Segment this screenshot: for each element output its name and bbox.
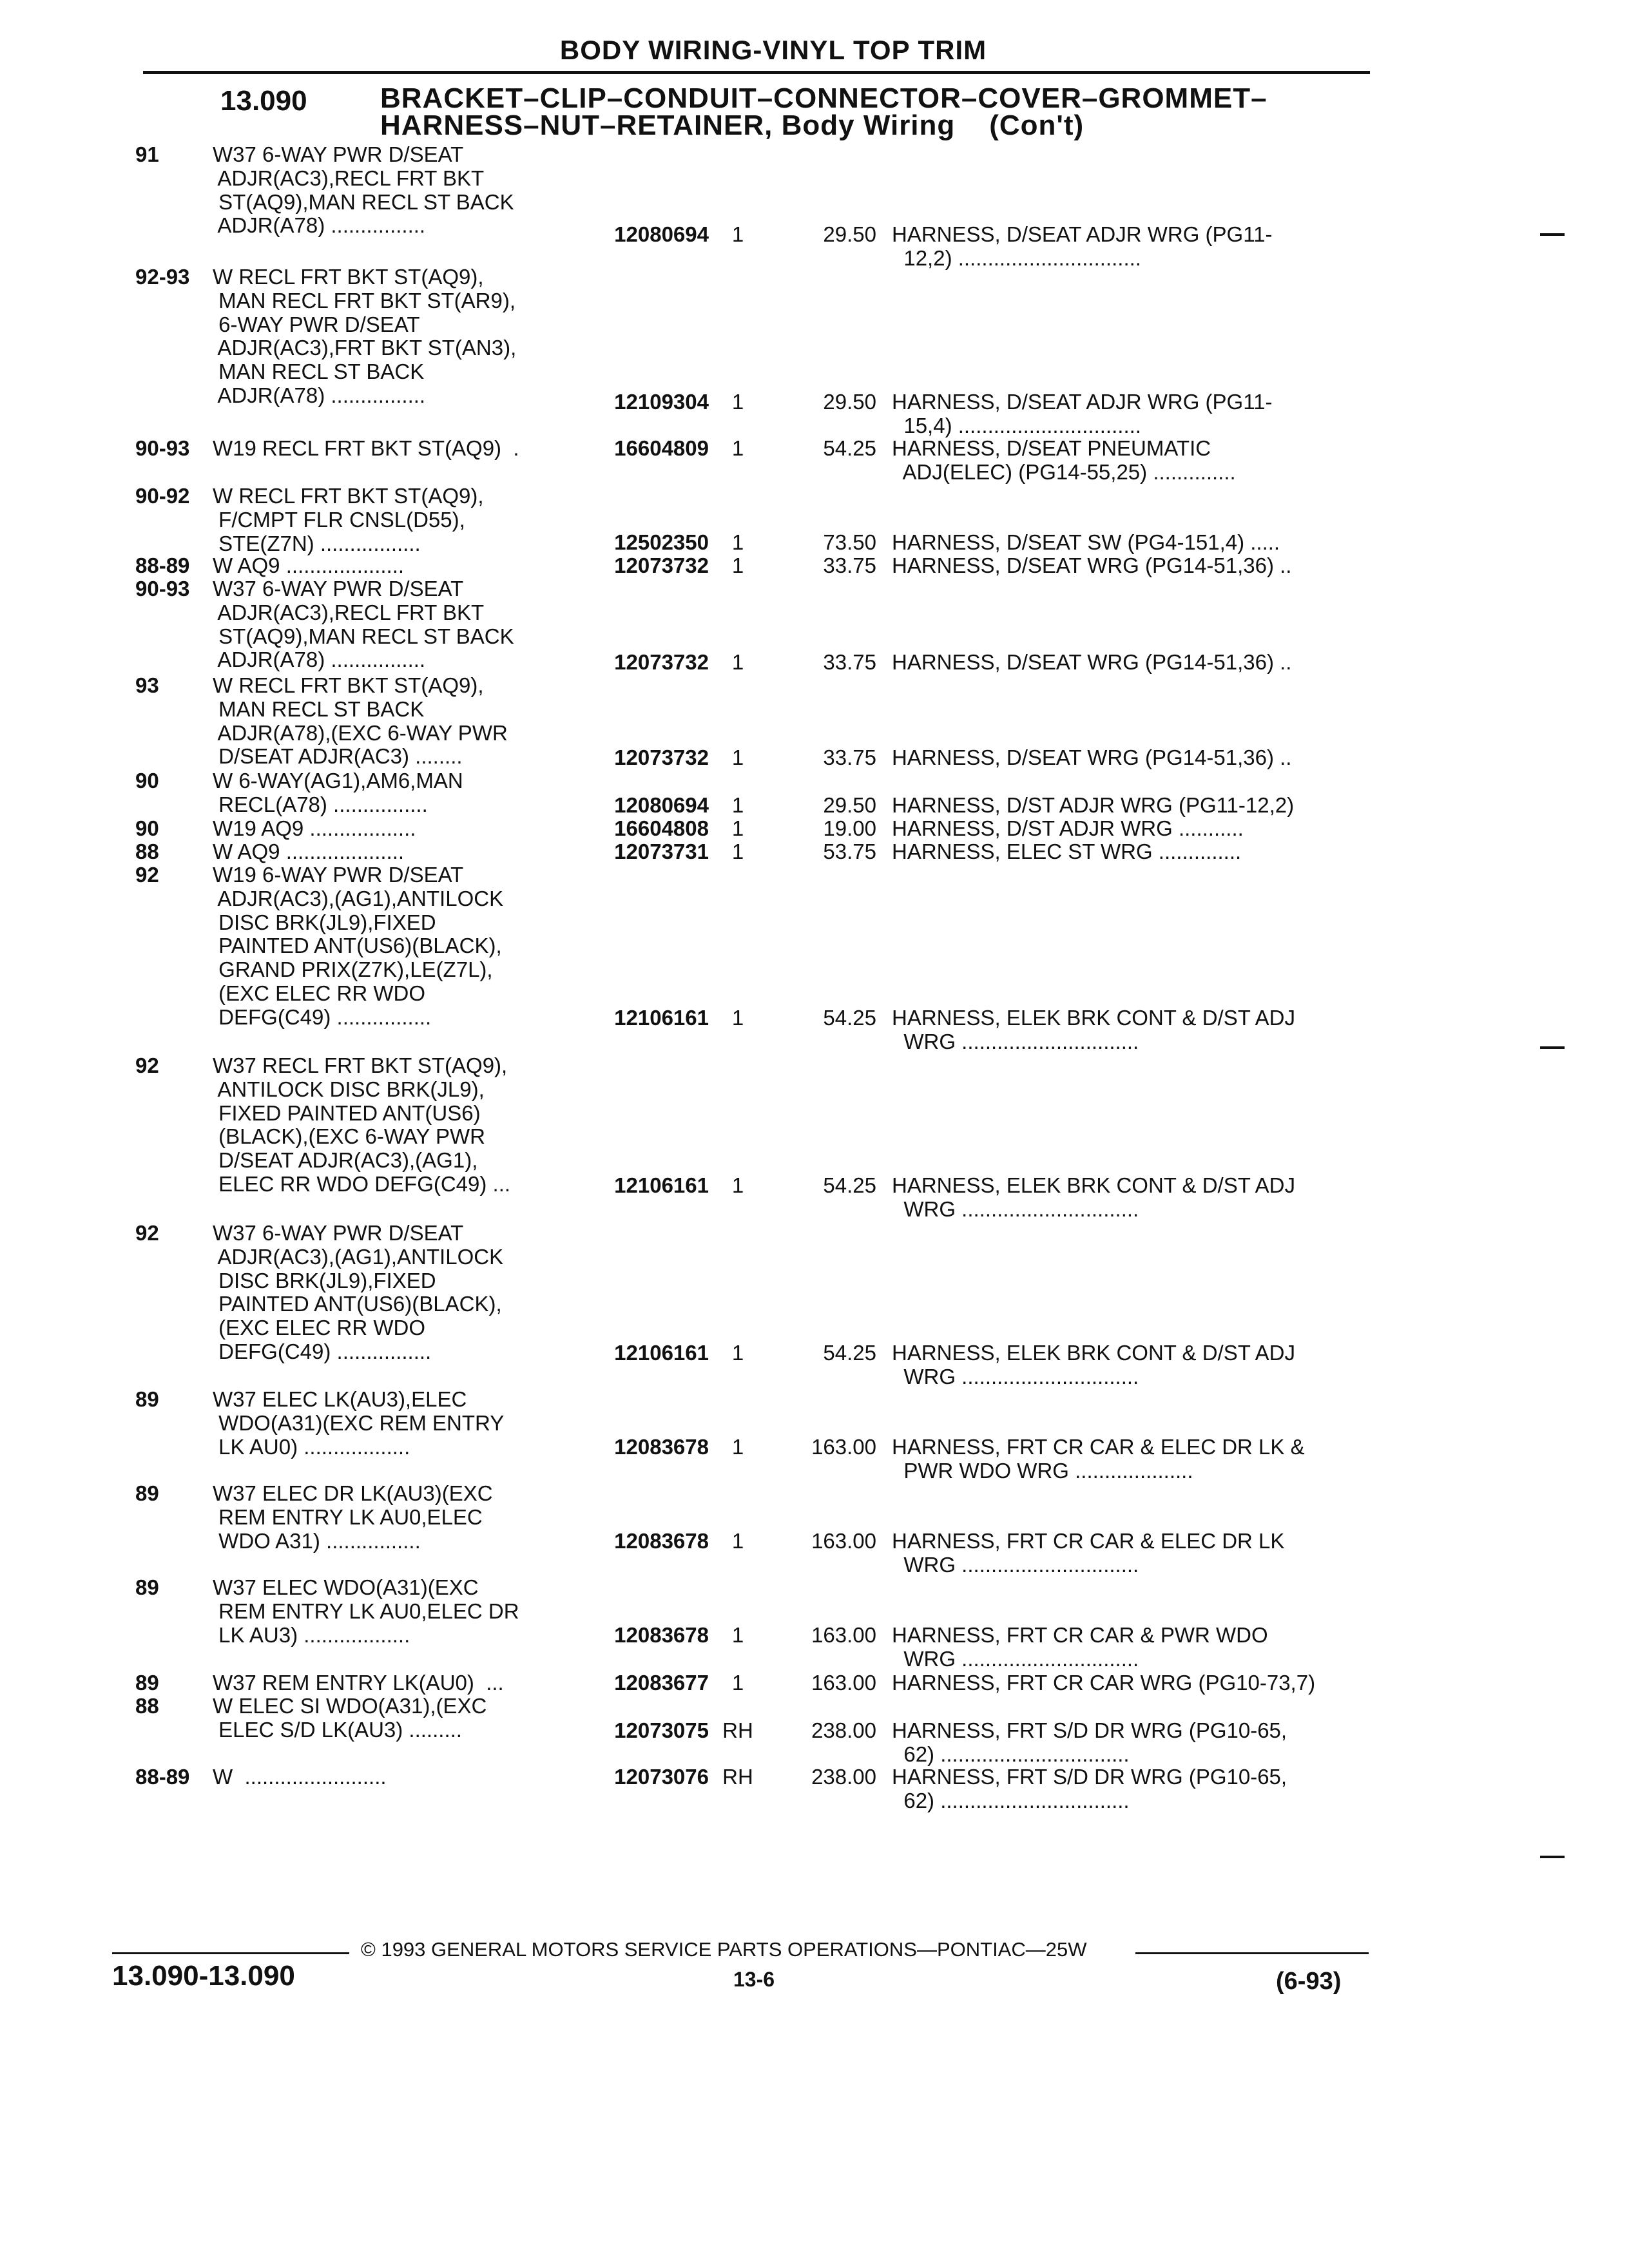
price: 163.00: [811, 1623, 876, 1647]
usage-description: W37 6-WAY PWR D/SEAT ADJR(AC3),(AG1),ANTILOCK DISC BRK(JL9),FIXED PAINTED ANT(US6)(BLACK), (EXC ELEC RR WDO DEFG(C49) ................: [213, 1221, 504, 1363]
model-year: 88-89: [135, 1765, 190, 1789]
price: 163.00: [811, 1529, 876, 1553]
usage-description: W37 6-WAY PWR D/SEAT ADJR(AC3),RECL FRT BKT ST(AQ9),MAN RECL ST BACK ADJR(A78) ................: [213, 142, 514, 238]
quantity: 1: [731, 1173, 744, 1197]
quantity: 1: [731, 1435, 744, 1459]
usage-description: W37 ELEC WDO(A31)(EXC REM ENTRY LK AU0,ELEC DR LK AU3) ..................: [213, 1575, 519, 1647]
usage-description: W AQ9 ....................: [213, 840, 405, 863]
part-number: 12083677: [614, 1671, 709, 1695]
part-number: 12073075: [614, 1718, 709, 1742]
part-number: 12073732: [614, 650, 709, 674]
part-name: HARNESS, FRT CR CAR & PWR WDO WRG ..............................: [892, 1623, 1268, 1671]
part-number: 12073732: [614, 553, 709, 577]
part-number: 12083678: [614, 1435, 709, 1459]
usage-description: W 6-WAY(AG1),AM6,MAN RECL(A78) ................: [213, 769, 463, 816]
model-year: 89: [135, 1671, 159, 1695]
part-number: 12073731: [614, 840, 709, 863]
footer-rule-right: [1135, 1952, 1369, 1954]
model-year: 90-92: [135, 484, 190, 508]
usage-description: W19 RECL FRT BKT ST(AQ9) .: [213, 436, 519, 460]
usage-description: W37 ELEC LK(AU3),ELEC WDO(A31)(EXC REM ENTRY LK AU0) ..................: [213, 1387, 505, 1459]
part-name: HARNESS, FRT CR CAR WRG (PG10-73,7): [892, 1671, 1316, 1695]
footer-section-range: 13.090-13.090: [112, 1960, 295, 1992]
part-number: 12080694: [614, 222, 709, 246]
price: 33.75: [823, 745, 876, 769]
section-title: BRACKET–CLIP–CONDUIT–CONNECTOR–COVER–GROMMET– HARNESS–NUT–RETAINER, Body Wiring (Con't): [380, 82, 1268, 141]
part-number: 12083678: [614, 1529, 709, 1553]
price: 29.50: [823, 793, 876, 817]
usage-description: W RECL FRT BKT ST(AQ9), F/CMPT FLR CNSL(D55), STE(Z7N) .................: [213, 484, 484, 555]
part-name: HARNESS, D/SEAT SW (PG4-151,4) .....: [892, 530, 1280, 554]
price: 29.50: [823, 390, 876, 414]
quantity: 1: [731, 1006, 744, 1030]
price: 238.00: [811, 1765, 876, 1789]
page-header-title: BODY WIRING-VINYL TOP TRIM: [559, 35, 987, 65]
usage-description: W AQ9 ....................: [213, 553, 405, 577]
usage-description: W19 6-WAY PWR D/SEAT ADJR(AC3),(AG1),ANTILOCK DISC BRK(JL9),FIXED PAINTED ANT(US6)(BLACK), GRAND PRIX(Z7K),LE(Z7L), (EXC ELEC RR WDO DEFG(C49) ................: [213, 863, 504, 1029]
price: 19.00: [823, 816, 876, 840]
model-year: 88: [135, 1694, 159, 1718]
quantity: 1: [731, 1671, 744, 1695]
quantity: 1: [731, 793, 744, 817]
section-number: 13.090: [220, 85, 307, 117]
model-year: 90-93: [135, 436, 190, 460]
model-year: 92-93: [135, 265, 190, 289]
part-number: 12109304: [614, 390, 709, 414]
part-name: HARNESS, D/SEAT WRG (PG14-51,36) ..: [892, 553, 1292, 577]
part-number: 12073076: [614, 1765, 709, 1789]
price: 73.50: [823, 530, 876, 554]
model-year: 90: [135, 769, 159, 793]
usage-description: W ........................: [213, 1765, 387, 1789]
part-number: 12106161: [614, 1006, 709, 1030]
model-year: 89: [135, 1481, 159, 1505]
quantity: 1: [731, 553, 744, 577]
quantity: 1: [731, 816, 744, 840]
part-name: HARNESS, D/SEAT ADJR WRG (PG11- 15,4) ...............................: [892, 390, 1273, 437]
price: 163.00: [811, 1671, 876, 1695]
quantity: 1: [731, 1341, 744, 1365]
part-name: HARNESS, ELEK BRK CONT & D/ST ADJ WRG ..............................: [892, 1173, 1295, 1221]
part-number: 12080694: [614, 793, 709, 817]
part-name: HARNESS, FRT CR CAR & ELEC DR LK WRG ..............................: [892, 1529, 1285, 1577]
page-number: 13-6: [733, 1968, 775, 1991]
price: 54.25: [823, 1173, 876, 1197]
usage-description: W37 ELEC DR LK(AU3)(EXC REM ENTRY LK AU0,ELEC WDO A31) ................: [213, 1481, 493, 1553]
part-name: HARNESS, D/ST ADJR WRG (PG11-12,2): [892, 793, 1295, 817]
part-number: 12083678: [614, 1623, 709, 1647]
price: 54.25: [823, 436, 876, 460]
usage-description: W37 6-WAY PWR D/SEAT ADJR(AC3),RECL FRT BKT ST(AQ9),MAN RECL ST BACK ADJR(A78) ................: [213, 577, 514, 672]
part-name: HARNESS, ELEK BRK CONT & D/ST ADJ WRG ..............................: [892, 1341, 1295, 1389]
part-name: HARNESS, ELEC ST WRG ..............: [892, 840, 1242, 863]
part-number: 16604809: [614, 436, 709, 460]
quantity: 1: [731, 1529, 744, 1553]
price: 29.50: [823, 222, 876, 246]
price: 33.75: [823, 650, 876, 674]
model-year: 92: [135, 1221, 159, 1245]
quantity: 1: [731, 222, 744, 246]
quantity: 1: [731, 390, 744, 414]
price: 53.75: [823, 840, 876, 863]
part-name: HARNESS, ELEK BRK CONT & D/ST ADJ WRG ..............................: [892, 1006, 1295, 1053]
footer-copyright: © 1993 GENERAL MOTORS SERVICE PARTS OPERATIONS—PONTIAC—25W: [361, 1938, 1087, 1961]
part-number: 12073732: [614, 745, 709, 769]
footer-date: (6-93): [1276, 1968, 1342, 1995]
model-year: 92: [135, 863, 159, 887]
model-year: 89: [135, 1387, 159, 1411]
model-year: 90: [135, 816, 159, 840]
part-name: HARNESS, D/SEAT ADJR WRG (PG11- 12,2) ...............................: [892, 222, 1273, 270]
quantity: RH: [722, 1765, 753, 1789]
part-number: 12106161: [614, 1173, 709, 1197]
model-year: 91: [135, 142, 159, 166]
part-number: 12106161: [614, 1341, 709, 1365]
quantity: 1: [731, 1623, 744, 1647]
model-year: 92: [135, 1053, 159, 1077]
price: 33.75: [823, 553, 876, 577]
part-number: 16604808: [614, 816, 709, 840]
part-name: HARNESS, FRT CR CAR & ELEC DR LK & PWR WDO WRG ....................: [892, 1435, 1305, 1483]
part-number: 12502350: [614, 530, 709, 554]
usage-description: W19 AQ9 ..................: [213, 816, 416, 840]
model-year: 88-89: [135, 553, 190, 577]
model-year: 90-93: [135, 577, 190, 601]
quantity: 1: [731, 436, 744, 460]
usage-description: W37 RECL FRT BKT ST(AQ9), ANTILOCK DISC BRK(JL9), FIXED PAINTED ANT(US6) (BLACK),(EXC 6-WAY PWR D/SEAT ADJR(AC3),(AG1), ELEC RR WDO DEFG(C49) ...: [213, 1053, 511, 1196]
price: 54.25: [823, 1006, 876, 1030]
part-name: HARNESS, D/SEAT PNEUMATIC ADJ(ELEC) (PG14-55,25) ..............: [892, 436, 1236, 484]
part-name: HARNESS, FRT S/D DR WRG (PG10-65, 62) ................................: [892, 1765, 1287, 1812]
part-name: HARNESS, FRT S/D DR WRG (PG10-65, 62) ................................: [892, 1718, 1287, 1766]
footer-rule-left: [112, 1952, 349, 1954]
price: 54.25: [823, 1341, 876, 1365]
model-year: 93: [135, 673, 159, 697]
part-name: HARNESS, D/SEAT WRG (PG14-51,36) ..: [892, 745, 1292, 769]
usage-description: W ELEC SI WDO(A31),(EXC ELEC S/D LK(AU3) .........: [213, 1694, 487, 1742]
usage-description: W37 REM ENTRY LK(AU0) ...: [213, 1671, 504, 1695]
part-name: HARNESS, D/ST ADJR WRG ...........: [892, 816, 1244, 840]
price: 163.00: [811, 1435, 876, 1459]
quantity: 1: [731, 650, 744, 674]
part-name: HARNESS, D/SEAT WRG (PG14-51,36) ..: [892, 650, 1292, 674]
usage-description: W RECL FRT BKT ST(AQ9), MAN RECL FRT BKT ST(AR9), 6-WAY PWR D/SEAT ADJR(AC3),FRT BKT ST(AN3), MAN RECL ST BACK ADJR(A78) ................: [213, 265, 517, 407]
usage-description: W RECL FRT BKT ST(AQ9), MAN RECL ST BACK ADJR(A78),(EXC 6-WAY PWR D/SEAT ADJR(AC3) ........: [213, 673, 508, 769]
quantity: 1: [731, 530, 744, 554]
quantity: 1: [731, 745, 744, 769]
quantity: 1: [731, 840, 744, 863]
price: 238.00: [811, 1718, 876, 1742]
model-year: 89: [135, 1575, 159, 1599]
quantity: RH: [722, 1718, 753, 1742]
model-year: 88: [135, 840, 159, 863]
